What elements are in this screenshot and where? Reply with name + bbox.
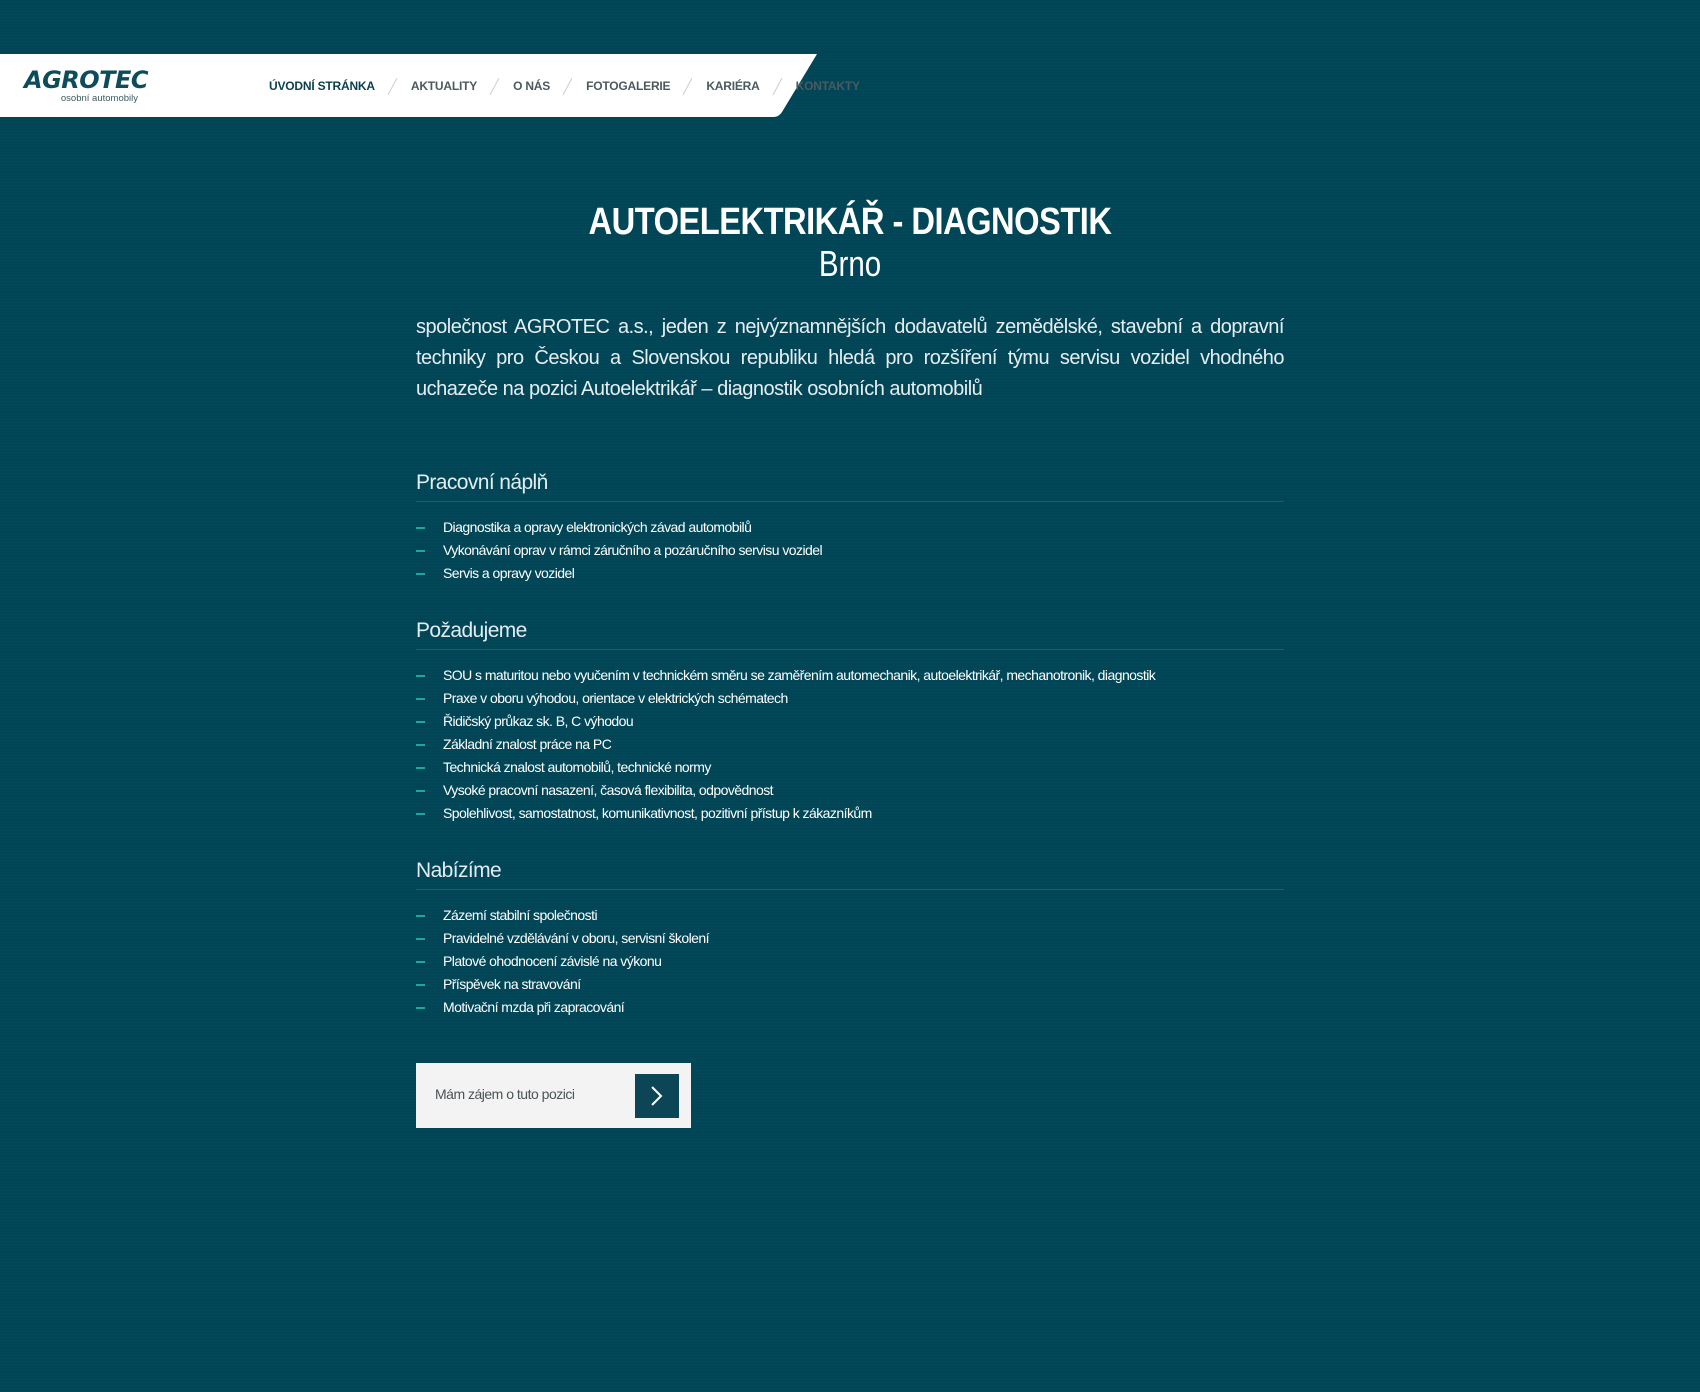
list-item: Pravidelné vzdělávání v oboru, servisní školení [416, 927, 1284, 950]
dash-bullet-icon [416, 961, 425, 963]
header-bar [0, 54, 860, 117]
nav-separator [550, 76, 586, 96]
list-item: SOU s maturitou nebo vyučením v technickém směru se zaměřením automechanik, autoelektrikář, mechanotronik, diagnostik [416, 664, 1284, 687]
section-requirements [416, 619, 1284, 825]
dash-bullet-icon [416, 721, 425, 723]
nav-item-gallery[interactable]: FOTOGALERIE [586, 78, 671, 93]
dash-bullet-icon [416, 790, 425, 792]
dash-bullet-icon [416, 698, 425, 700]
list-item: Praxe v oboru výhodou, orientace v elektrických schématech [416, 687, 1284, 710]
dash-bullet-icon [416, 744, 425, 746]
dash-bullet-icon [416, 550, 425, 552]
nav-item-career[interactable]: KARIÉRA [706, 78, 760, 93]
list-item: Platové ohodnocení závislé na výkonu [416, 950, 1284, 973]
nav-item-home[interactable]: ÚVODNÍ STRÁNKA [269, 78, 375, 93]
list-item: Příspěvek na stravování [416, 973, 1284, 996]
list-item: Spolehlivost, samostatnost, komunikativnost, pozitivní přístup k zákazníkům [416, 802, 1284, 825]
chevron-right-icon [649, 1086, 665, 1106]
offers-list [416, 904, 1284, 1019]
duties-list [416, 516, 1284, 585]
agrotec-logo[interactable] [24, 66, 149, 106]
apply-arrow-button[interactable] [635, 1074, 679, 1118]
dash-bullet-icon [416, 1007, 425, 1009]
nav-item-contacts[interactable]: KONTAKTY [795, 78, 860, 93]
section-title: Nabízíme [416, 859, 1284, 890]
list-item: Řidičský průkaz sk. B, C výhodou [416, 710, 1284, 733]
dash-bullet-icon [416, 813, 425, 815]
nav-separator [670, 76, 706, 96]
section-job-duties [416, 471, 1284, 585]
list-item: Vykonávání oprav v rámci záručního a pozáručního servisu vozidel [416, 539, 1284, 562]
job-detail [416, 200, 1284, 1128]
logo-subtitle: osobní automobily [60, 93, 138, 104]
main-navigation [269, 54, 860, 117]
nav-item-about[interactable]: O NÁS [513, 78, 551, 93]
dash-bullet-icon [416, 767, 425, 769]
nav-separator [477, 76, 513, 96]
nav-separator [375, 76, 411, 96]
dash-bullet-icon [416, 915, 425, 917]
dash-bullet-icon [416, 573, 425, 575]
list-item: Servis a opravy vozidel [416, 562, 1284, 585]
dash-bullet-icon [416, 527, 425, 529]
section-offers [416, 859, 1284, 1019]
apply-for-position-button[interactable] [416, 1063, 691, 1128]
list-item: Motivační mzda při zapracování [416, 996, 1284, 1019]
section-title: Požadujeme [416, 619, 1284, 650]
list-item: Základní znalost práce na PC [416, 733, 1284, 756]
list-item: Zázemí stabilní společnosti [416, 904, 1284, 927]
nav-separator [760, 76, 796, 96]
logo-wordmark: AGROTEC [24, 66, 149, 94]
dash-bullet-icon [416, 938, 425, 940]
nav-item-news[interactable]: AKTUALITY [410, 78, 478, 93]
dash-bullet-icon [416, 675, 425, 677]
list-item: Diagnostika a opravy elektronických závad automobilů [416, 516, 1284, 539]
requirements-list [416, 664, 1284, 825]
job-intro: společnost AGROTEC a.s., jeden z nejvýznamnějších dodavatelů zemědělské, stavební a dopravní techniky pro Českou a Slovenskou republiku hledá pro rozšíření týmu servisu vozidel vhodného uchazeče na pozici Autoelektrikář – diagnostik osobních automobilů [416, 316, 1284, 400]
apply-label: Mám zájem o tuto pozici [435, 1086, 575, 1102]
list-item: Technická znalost automobilů, technické normy [416, 756, 1284, 779]
job-title: AUTOELEKTRIKÁŘ - DIAGNOSTIK [588, 201, 1112, 243]
job-location: Brno [818, 243, 882, 284]
dash-bullet-icon [416, 984, 425, 986]
section-title: Pracovní náplň [416, 471, 1284, 502]
list-item: Vysoké pracovní nasazení, časová flexibilita, odpovědnost [416, 779, 1284, 802]
